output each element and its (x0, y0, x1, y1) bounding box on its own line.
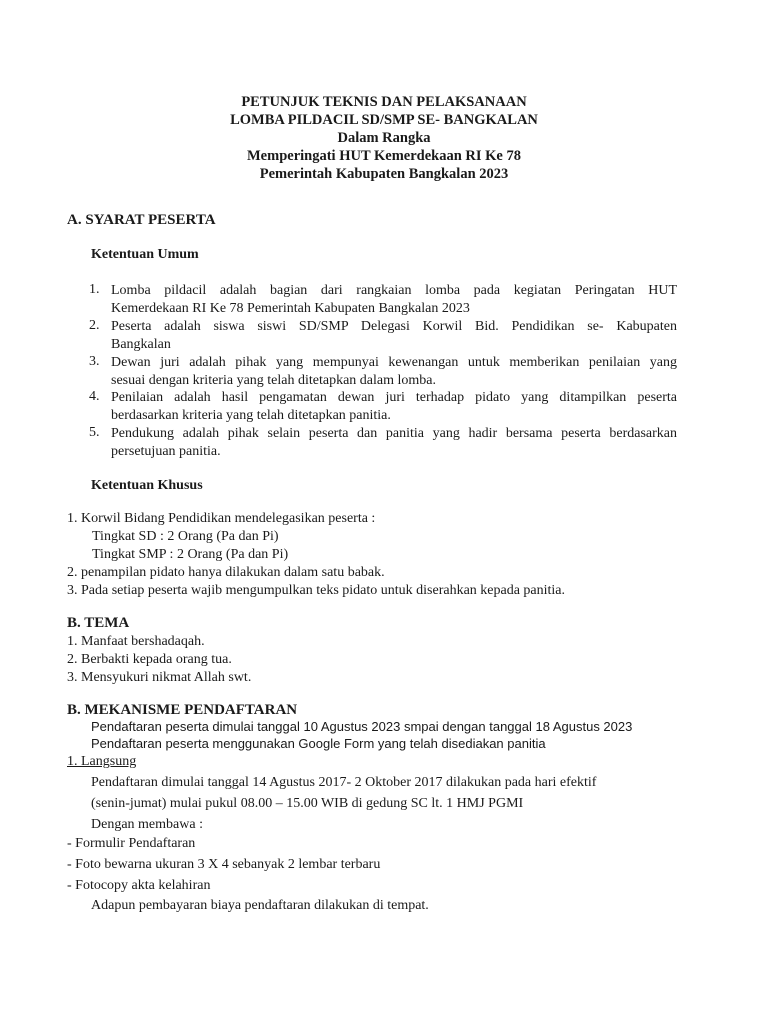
bullet-item: - Fotocopy akta kelahiran (67, 878, 211, 893)
khusus-tingkat-smp: Tingkat SMP : 2 Orang (Pa dan Pi) (92, 547, 289, 562)
umum-item-line: Peserta adalah siswa siswi SD/SMP Delegasi Korwil Bid. Pendidikan se- Kabupaten (111, 319, 677, 334)
khusus-tingkat-sd: Tingkat SD : 2 Orang (Pa dan Pi) (92, 529, 279, 544)
mekanisme-line-1: Pendaftaran peserta dimulai tanggal 10 Agustus 2023 smpai dengan tanggal 18 Agustus 2023 (91, 719, 633, 734)
section-a-heading: A. SYARAT PESERTA (67, 212, 216, 228)
umum-item-line: Kemerdekaan RI Ke 78 Pemerintah Kabupaten Bangkalan 2023 (111, 301, 470, 316)
umum-item-line: Lomba pildacil adalah bagian dari rangkaian lomba pada kegiatan Peringatan HUT (111, 283, 677, 298)
mekanisme-line-2: Pendaftaran peserta menggunakan Google Form yang telah disediakan panitia (91, 736, 546, 751)
umum-item-number: 2. (89, 318, 100, 333)
bullet-item: - Foto bewarna ukuran 3 X 4 sebanyak 2 lembar terbaru (67, 857, 381, 872)
doc-title-line-4: Memperingati HUT Kemerdekaan RI Ke 78 (247, 148, 521, 164)
ketentuan-khusus-title: Ketentuan Khusus (91, 478, 203, 493)
langsung-paragraph-1: Pendaftaran dimulai tanggal 14 Agustus 2017- 2 Oktober 2017 dilakukan pada hari efektif (91, 775, 597, 790)
umum-item-line: Penilaian adalah hasil pengamatan dewan juri terhadap pidato yang ditampilkan peserta (111, 390, 677, 405)
umum-item-number: 4. (89, 389, 100, 404)
umum-item-line: berdasarkan kriteria yang telah ditetapkan panitia. (111, 408, 391, 423)
umum-item-number: 1. (89, 282, 100, 297)
tema-item: 1. Manfaat bershadaqah. (67, 634, 205, 649)
bullet-item: - Formulir Pendaftaran (67, 836, 196, 851)
umum-item (111, 282, 677, 318)
ketentuan-umum-title: Ketentuan Umum (91, 247, 199, 262)
umum-item-line: Bangkalan (111, 337, 171, 352)
langsung-subheading: 1. Langsung (67, 754, 137, 769)
umum-item-line: sesuai dengan kriteria yang telah ditetapkan dalam lomba. (111, 373, 436, 388)
umum-item (111, 425, 677, 461)
umum-item-number: 3. (89, 354, 100, 369)
umum-item (111, 354, 677, 390)
doc-title-line-2: LOMBA PILDACIL SD/SMP SE- BANGKALAN (230, 112, 538, 128)
section-b-heading: B. TEMA (67, 615, 130, 631)
langsung-paragraph-2: (senin-jumat) mulai pukul 08.00 – 15.00 WIB di gedung SC lt. 1 HMJ PGMI (91, 796, 524, 811)
doc-title-line-3: Dalam Rangka (337, 130, 431, 146)
section-mekanisme-heading: B. MEKANISME PENDAFTARAN (67, 702, 298, 718)
umum-item-line: Pendukung adalah pihak selain peserta dan panitia yang hadir bersama peserta berdasarkan (111, 426, 677, 441)
umum-item (111, 318, 677, 354)
khusus-item-2: 2. penampilan pidato hanya dilakukan dalam satu babak. (67, 565, 385, 580)
tema-item: 2. Berbakti kepada orang tua. (67, 652, 232, 667)
umum-item-line: persetujuan panitia. (111, 444, 221, 459)
khusus-item-3: 3. Pada setiap peserta wajib mengumpulkan teks pidato untuk diserahkan kepada panitia. (67, 583, 566, 598)
umum-item-number: 5. (89, 425, 100, 440)
umum-item-line: Dewan juri adalah pihak yang mempunyai kewenangan untuk memberikan penilaian yang (111, 355, 677, 370)
umum-item (111, 389, 677, 425)
langsung-paragraph-3: Dengan membawa : (91, 817, 203, 832)
doc-title-line-5: Pemerintah Kabupaten Bangkalan 2023 (259, 166, 509, 182)
langsung-paragraph-4: Adapun pembayaran biaya pendaftaran dilakukan di tempat. (91, 898, 429, 913)
khusus-item-1: 1. Korwil Bidang Pendidikan mendelegasikan peserta : (67, 511, 376, 526)
doc-title-line-1: PETUNJUK TEKNIS DAN PELAKSANAAN (241, 94, 527, 110)
tema-item: 3. Mensyukuri nikmat Allah swt. (67, 670, 252, 685)
